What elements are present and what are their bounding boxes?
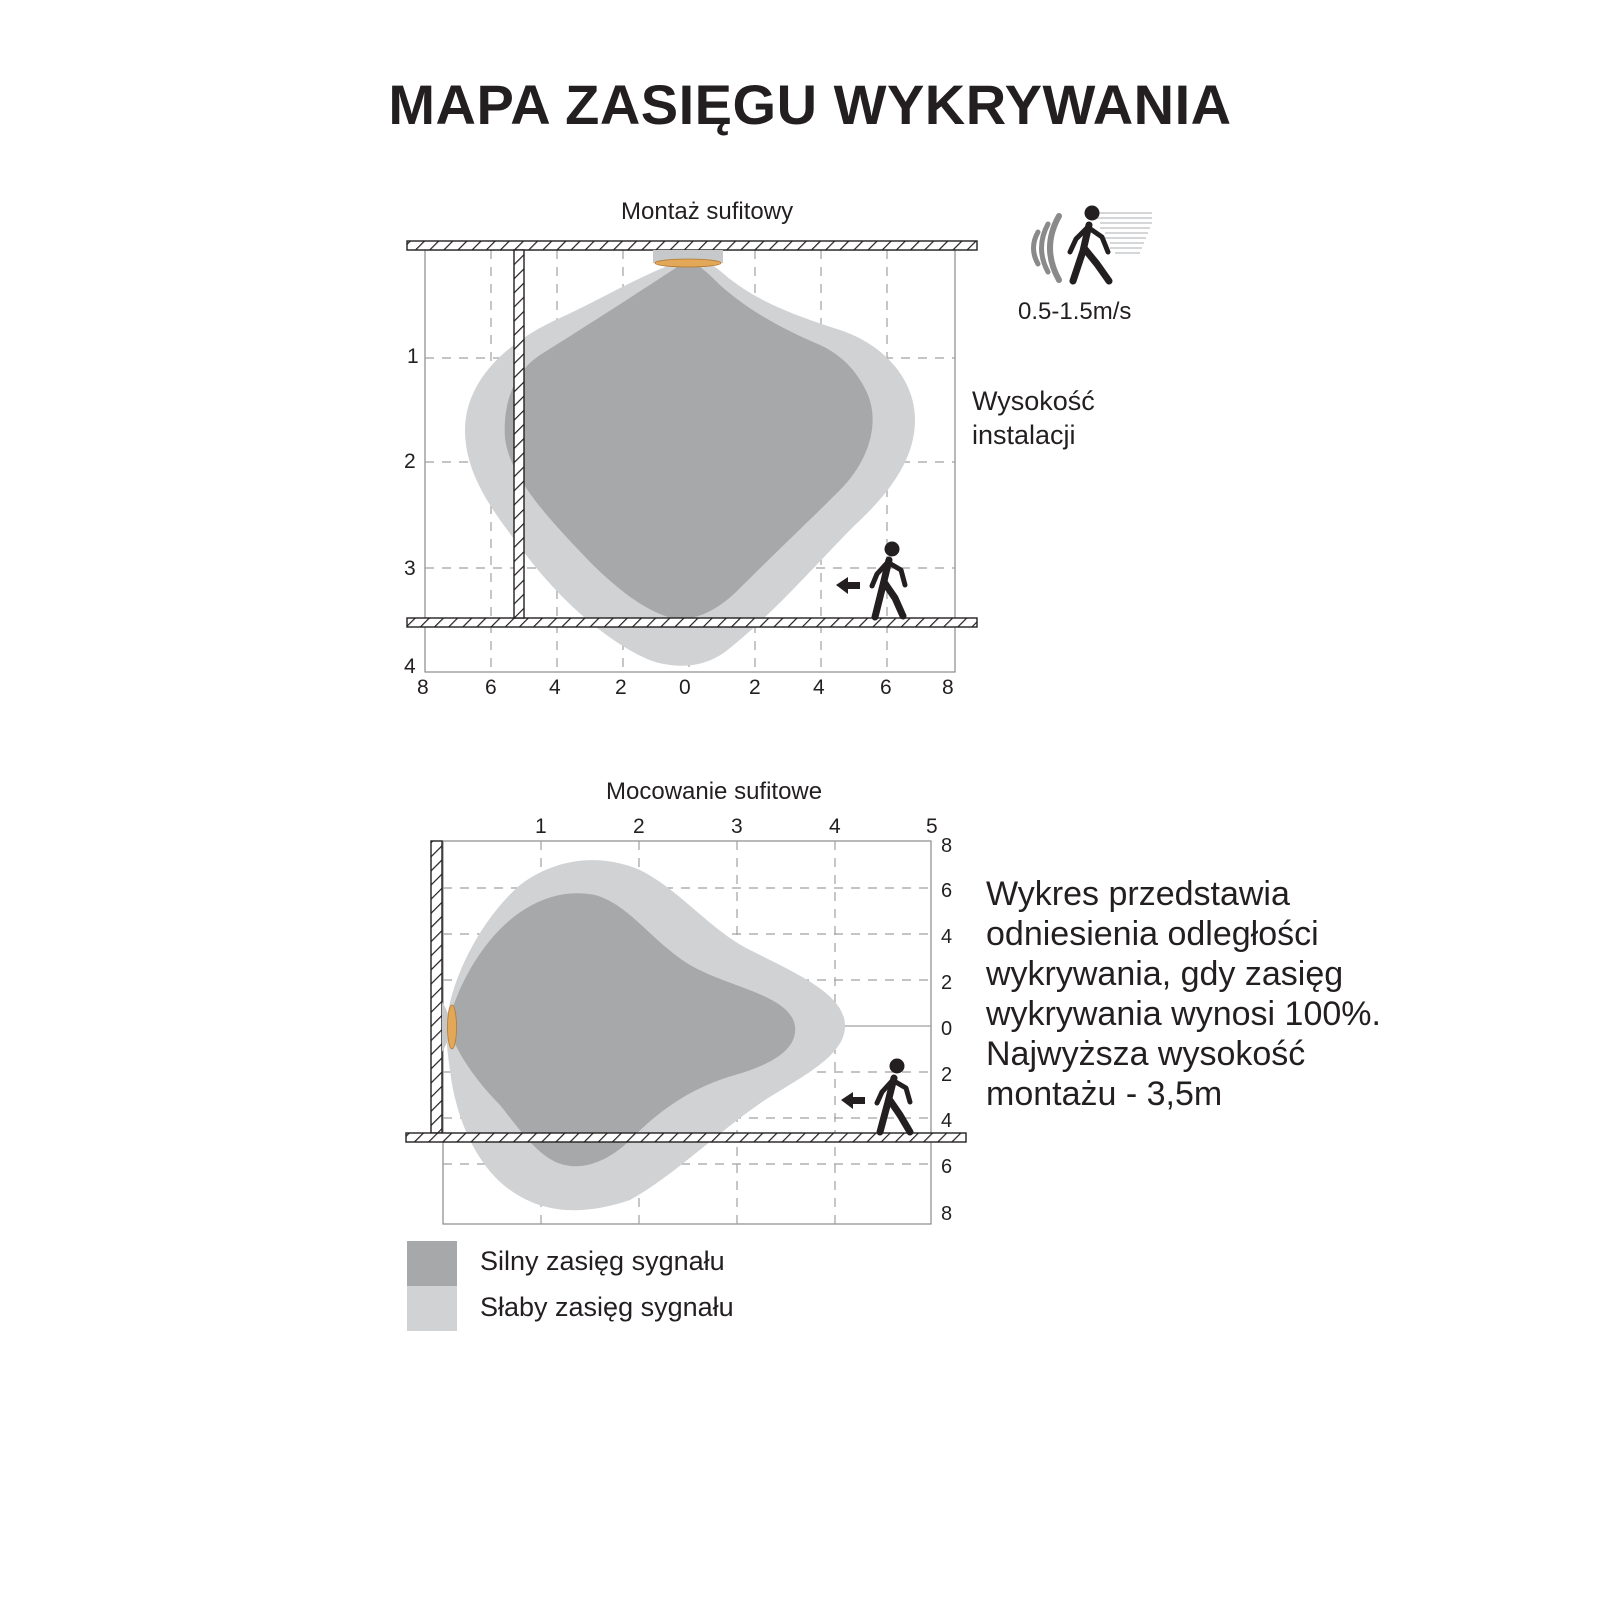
speed-label: 0.5-1.5m/s: [1018, 298, 1132, 325]
bottom-diagram-title: Mocowanie sufitowe: [606, 778, 823, 805]
description-line: Najwyższa wysokość: [986, 1035, 1306, 1073]
bottom-y-tick: 2: [941, 1064, 953, 1086]
bottom-arrow-left-icon: [841, 1092, 865, 1109]
bottom-y-tick: 8: [941, 835, 953, 857]
bottom-x-tick: 2: [633, 815, 645, 838]
bottom-y-tick: 6: [941, 880, 953, 902]
page-title: MAPA ZASIĘGU WYKRYWANIA: [388, 73, 1232, 136]
description-line: wykrywania wynosi 100%.: [986, 995, 1381, 1033]
bottom-sensor-icon: [442, 1002, 457, 1052]
top-floor: [407, 618, 977, 627]
bottom-x-tick: 1: [535, 815, 547, 838]
bottom-y-tick: 4: [941, 926, 953, 948]
top-diagram: [407, 241, 977, 672]
top-y-tick: 2: [404, 450, 416, 473]
motion-walker-icon: [1034, 206, 1153, 282]
legend-strong-label: Silny zasięg sygnału: [480, 1246, 725, 1276]
legend-weak-swatch: [407, 1286, 457, 1331]
top-sensor-icon: [653, 250, 723, 267]
top-x-tick: 6: [880, 676, 892, 699]
description-line: montażu - 3,5m: [986, 1075, 1223, 1113]
top-x-tick: 4: [549, 676, 561, 699]
top-x-tick: 8: [417, 676, 429, 699]
bottom-diagram: [406, 841, 966, 1224]
description-line: wykrywania, gdy zasięg: [986, 955, 1344, 993]
bottom-y-tick: 4: [941, 1110, 953, 1132]
top-x-tick: 2: [615, 676, 627, 699]
bottom-x-tick: 3: [731, 815, 743, 838]
description-line: Wykres przedstawia: [986, 875, 1290, 913]
top-diagram-title: Montaż sufitowy: [621, 198, 794, 225]
bottom-y-tick: 8: [941, 1203, 953, 1225]
legend-strong-swatch: [407, 1241, 457, 1286]
top-x-tick: 2: [749, 676, 761, 699]
top-x-tick: 8: [942, 676, 954, 699]
legend-weak-label: Słaby zasięg sygnału: [480, 1292, 734, 1322]
top-x-tick: 6: [485, 676, 497, 699]
bottom-wall: [431, 841, 442, 1133]
bottom-y-tick: 2: [941, 972, 953, 994]
top-y-tick: 4: [404, 655, 416, 678]
top-y-tick: 1: [407, 345, 419, 368]
top-x-tick: 0: [679, 676, 691, 699]
top-ceiling: [407, 241, 977, 250]
installation-height-label: Wysokość: [972, 386, 1095, 416]
bottom-y-tick: 0: [941, 1018, 953, 1040]
top-arrow-left-icon: [836, 577, 860, 594]
top-wall: [514, 250, 524, 618]
bottom-y-tick: 6: [941, 1156, 953, 1178]
bottom-x-tick: 5: [926, 815, 938, 838]
description-text: [986, 874, 1586, 1114]
bottom-walker-icon: [877, 1059, 910, 1133]
top-x-tick: 4: [813, 676, 825, 699]
top-walker-icon: [872, 542, 905, 618]
description-line: odniesienia odległości: [986, 915, 1319, 953]
bottom-x-tick: 4: [829, 815, 841, 838]
top-y-tick: 3: [404, 557, 416, 580]
installation-height-label: instalacji: [972, 420, 1076, 450]
